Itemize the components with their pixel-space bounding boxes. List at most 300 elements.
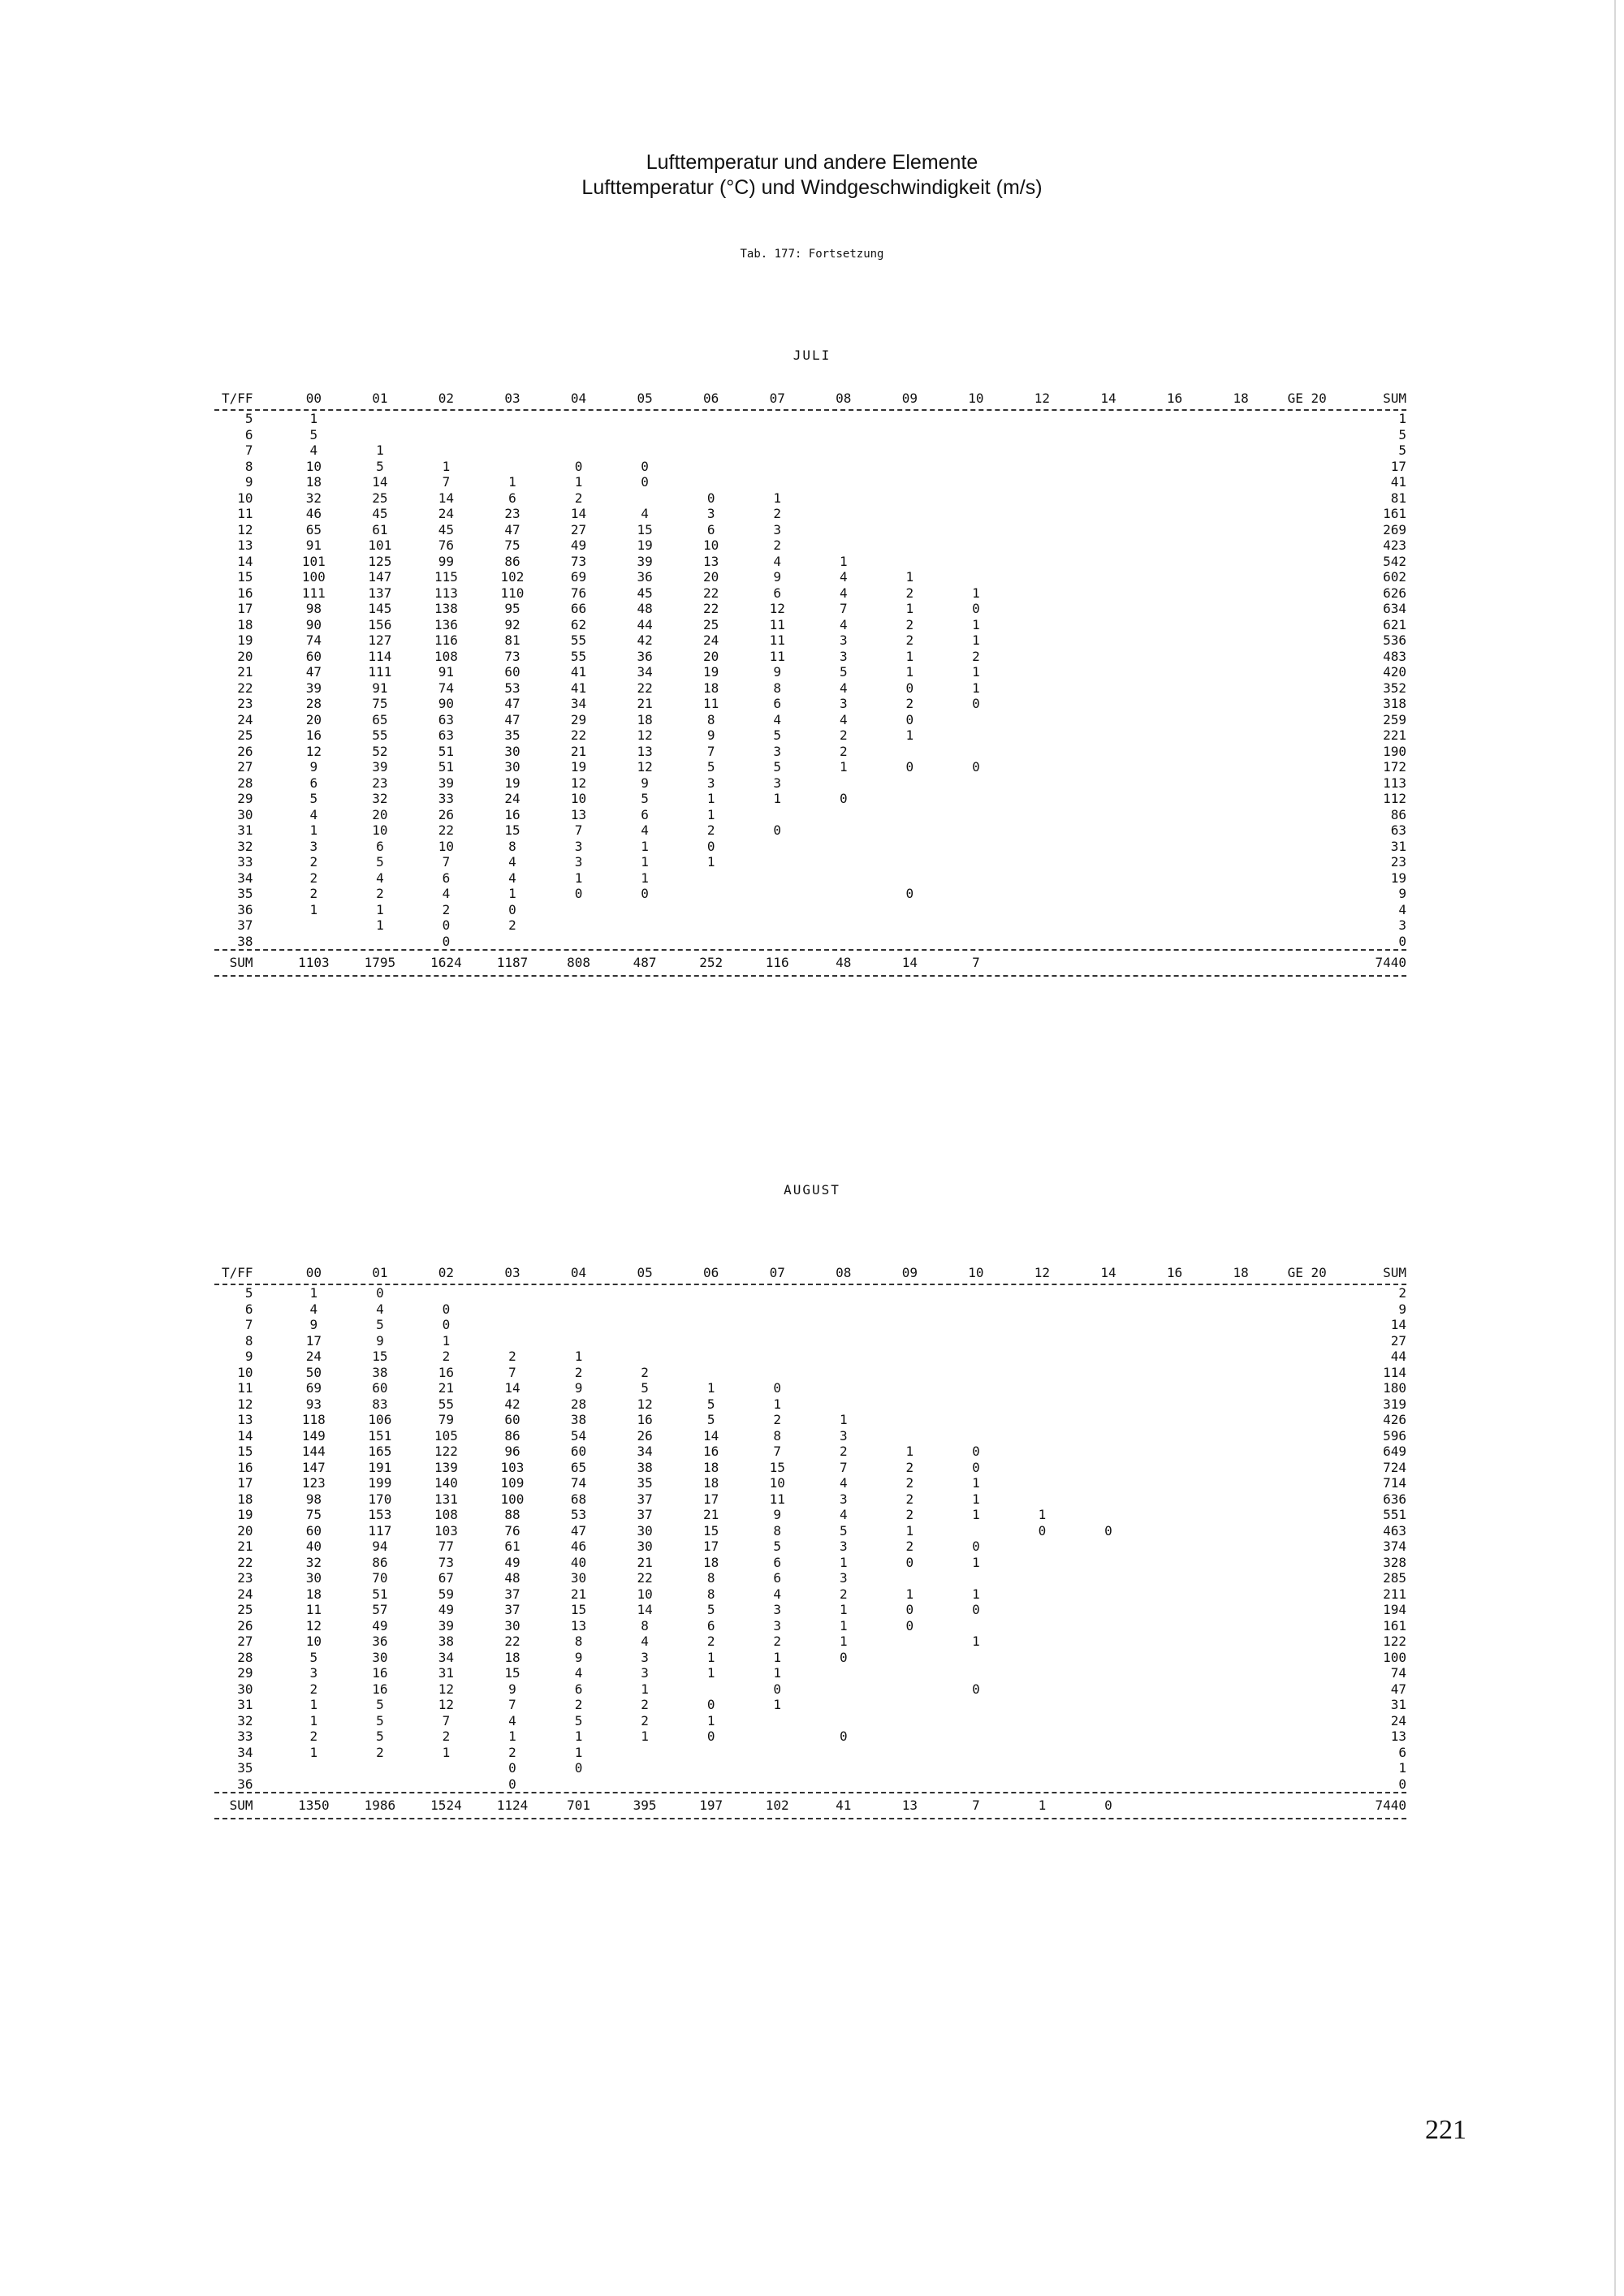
table-cell bbox=[1207, 775, 1274, 792]
row-label: 21 bbox=[237, 664, 253, 680]
table-row bbox=[214, 696, 1406, 712]
table-cell bbox=[1207, 1555, 1274, 1571]
table-cell: 45 bbox=[438, 521, 455, 537]
table-cell bbox=[678, 870, 745, 887]
table-row bbox=[214, 934, 1406, 950]
table-cell: 15 bbox=[637, 521, 653, 537]
table-cell bbox=[877, 1650, 944, 1666]
table-cell: 103 bbox=[500, 1459, 525, 1475]
table-cell bbox=[1075, 1380, 1142, 1396]
table-cell: 2 bbox=[773, 506, 782, 521]
table-cell bbox=[943, 854, 1009, 870]
table-cell: 60 bbox=[504, 664, 520, 680]
table-cell bbox=[1075, 427, 1142, 443]
table-row bbox=[214, 1760, 1406, 1776]
table-cell bbox=[1075, 522, 1142, 538]
table-cell bbox=[810, 934, 877, 950]
table-cell: 38 bbox=[570, 1412, 587, 1427]
table-cell: 61 bbox=[504, 1539, 520, 1554]
table-row bbox=[214, 1728, 1406, 1745]
table-cell bbox=[1207, 1697, 1274, 1713]
table-cell: 81 bbox=[1390, 490, 1406, 506]
table-cell bbox=[1274, 632, 1341, 649]
table-cell: 4 bbox=[508, 1712, 516, 1728]
table-cell: 1 bbox=[309, 411, 318, 426]
table-cell: 2 bbox=[574, 490, 583, 506]
table-cell: 2 bbox=[1398, 1285, 1406, 1301]
table-cell: 108 bbox=[434, 648, 458, 664]
table-cell bbox=[744, 1301, 810, 1318]
table-cell: 3 bbox=[839, 632, 848, 648]
table-cell bbox=[1009, 506, 1076, 522]
table-cell: 0 bbox=[442, 933, 451, 949]
table-cell: 24 bbox=[1390, 1712, 1406, 1728]
table-cell: 66 bbox=[570, 601, 587, 616]
table-august bbox=[214, 1262, 1406, 1819]
table-cell: 2 bbox=[574, 1364, 583, 1380]
table-row bbox=[214, 712, 1406, 728]
table-cell: 1 bbox=[839, 1554, 848, 1570]
table-cell: 91 bbox=[372, 680, 388, 696]
table-cell: 47 bbox=[504, 696, 520, 711]
table-cell: 10 bbox=[968, 391, 984, 406]
table-cell bbox=[877, 1428, 944, 1444]
table-cell bbox=[1142, 822, 1208, 839]
table-row bbox=[214, 1412, 1406, 1428]
table-cell bbox=[479, 1333, 546, 1349]
table-cell: 42 bbox=[637, 632, 653, 648]
table-cell: 7 bbox=[839, 601, 848, 616]
table-cell: 1 bbox=[839, 553, 848, 569]
table-cell: 3 bbox=[1398, 917, 1406, 933]
table-cell: 60 bbox=[305, 648, 322, 664]
row-label: 11 bbox=[237, 506, 253, 521]
table-cell bbox=[1075, 1539, 1142, 1555]
table-cell bbox=[1207, 870, 1274, 887]
table-cell: 11 bbox=[703, 696, 719, 711]
table-cell: 30 bbox=[305, 1570, 322, 1586]
table-cell bbox=[1142, 744, 1208, 760]
table-cell bbox=[943, 712, 1009, 728]
table-cell: 07 bbox=[769, 391, 785, 406]
table-cell bbox=[744, 807, 810, 823]
table-cell bbox=[1142, 1444, 1208, 1460]
table-cell bbox=[1207, 1650, 1274, 1666]
table-cell bbox=[1207, 822, 1274, 839]
table-cell bbox=[744, 870, 810, 887]
table-cell bbox=[1075, 1665, 1142, 1681]
table-cell: 1 bbox=[641, 870, 649, 886]
table-cell: 5 bbox=[309, 1649, 318, 1665]
row-label: 13 bbox=[237, 537, 253, 553]
table-cell: 08 bbox=[836, 1265, 852, 1280]
table-cell bbox=[877, 1728, 944, 1745]
table-cell bbox=[1075, 632, 1142, 649]
table-cell bbox=[744, 459, 810, 475]
table-cell bbox=[1207, 585, 1274, 602]
table-cell: 75 bbox=[372, 696, 388, 711]
table-cell bbox=[1274, 1365, 1341, 1381]
table-row bbox=[214, 744, 1406, 760]
table-cell: 26 bbox=[637, 1427, 653, 1444]
table-cell bbox=[1207, 680, 1274, 697]
row-label: 27 bbox=[237, 1634, 253, 1649]
row-label: 16 bbox=[237, 1459, 253, 1475]
table-cell bbox=[1009, 1555, 1076, 1571]
table-cell: 74 bbox=[1390, 1665, 1406, 1681]
table-cell: 0 bbox=[376, 1285, 384, 1301]
table-cell: 6 bbox=[1398, 1744, 1406, 1760]
table-cell bbox=[1274, 1475, 1341, 1491]
table-cell: 63 bbox=[1390, 822, 1406, 838]
row-label: 22 bbox=[237, 1554, 253, 1570]
table-cell: 1 bbox=[309, 1285, 318, 1301]
row-label: SUM bbox=[229, 1798, 253, 1813]
table-cell bbox=[1207, 442, 1274, 459]
table-cell: 12 bbox=[769, 601, 785, 616]
month-label-juli: JULI bbox=[793, 347, 831, 363]
table-cell: 5 bbox=[706, 1602, 715, 1617]
table-cell bbox=[1207, 506, 1274, 522]
table-cell bbox=[1075, 585, 1142, 602]
table-row bbox=[214, 1285, 1406, 1301]
table-cell bbox=[1009, 822, 1076, 839]
table-cell bbox=[943, 1365, 1009, 1381]
table-cell bbox=[1274, 775, 1341, 792]
table-cell bbox=[943, 554, 1009, 570]
table-cell bbox=[678, 1760, 745, 1776]
table-cell: 37 bbox=[504, 1586, 520, 1602]
table-cell: 2 bbox=[905, 1475, 914, 1491]
row-label: 9 bbox=[244, 1349, 253, 1364]
table-cell: 714 bbox=[1383, 1475, 1406, 1491]
table-cell: 46 bbox=[305, 506, 322, 521]
table-cell: 17 bbox=[1390, 458, 1406, 474]
row-label: 7 bbox=[244, 442, 253, 458]
table-cell bbox=[1207, 1586, 1274, 1603]
table-cell: 17 bbox=[703, 1491, 719, 1507]
table-cell bbox=[1142, 1365, 1208, 1381]
table-cell: 252 bbox=[699, 955, 723, 970]
table-cell: 1 bbox=[376, 917, 384, 933]
table-cell: 0 bbox=[508, 1776, 516, 1792]
table-cell: 0 bbox=[972, 1681, 980, 1697]
table-cell bbox=[810, 886, 877, 902]
table-row bbox=[214, 649, 1406, 665]
table-cell bbox=[943, 474, 1009, 490]
table-cell: 4 bbox=[508, 854, 516, 870]
table-cell bbox=[877, 411, 944, 427]
table-cell: 22 bbox=[637, 680, 653, 696]
table-cell: 19 bbox=[637, 537, 653, 553]
table-cell: 30 bbox=[637, 1522, 653, 1539]
table-cell: 2 bbox=[905, 1539, 914, 1554]
table-cell bbox=[1075, 649, 1142, 665]
table-cell: 1 bbox=[508, 474, 516, 490]
table-cell bbox=[1274, 791, 1341, 807]
table-cell bbox=[1009, 1333, 1076, 1349]
table-cell: 03 bbox=[504, 391, 520, 406]
table-cell bbox=[744, 854, 810, 870]
table-cell bbox=[1142, 1412, 1208, 1428]
table-cell bbox=[1142, 1523, 1208, 1539]
table-cell: 1 bbox=[706, 1380, 715, 1396]
table-cell: 1 bbox=[641, 1728, 649, 1744]
sum-row bbox=[214, 951, 1406, 975]
table-cell: 138 bbox=[434, 601, 458, 616]
table-cell bbox=[877, 1570, 944, 1586]
table-cell bbox=[1142, 1713, 1208, 1729]
table-cell bbox=[1274, 886, 1341, 902]
table-cell: 0 bbox=[972, 1444, 980, 1459]
table-cell bbox=[611, 934, 678, 950]
table-cell: 5 bbox=[706, 1396, 715, 1412]
table-cell: 8 bbox=[706, 711, 715, 727]
table-cell: 70 bbox=[372, 1570, 388, 1586]
table-cell bbox=[744, 1317, 810, 1333]
table-cell bbox=[943, 791, 1009, 807]
table-cell bbox=[1142, 664, 1208, 680]
table-cell: 1 bbox=[905, 1522, 914, 1539]
table-cell: 0 bbox=[773, 1681, 782, 1697]
table-cell bbox=[1075, 822, 1142, 839]
table-cell bbox=[1142, 1760, 1208, 1776]
table-cell: 172 bbox=[1383, 759, 1406, 775]
table-cell bbox=[810, 537, 877, 554]
table-cell bbox=[1075, 1349, 1142, 1365]
table-row bbox=[214, 1523, 1406, 1539]
table-cell: 0 bbox=[972, 1539, 980, 1554]
table-cell: 5 bbox=[376, 1712, 384, 1728]
table-cell bbox=[1142, 1317, 1208, 1333]
table-cell: 6 bbox=[376, 838, 384, 854]
table-cell bbox=[1075, 951, 1142, 975]
table-cell bbox=[744, 427, 810, 443]
row-label: 22 bbox=[237, 680, 253, 696]
row-label: 36 bbox=[237, 901, 253, 917]
table-cell: 60 bbox=[305, 1522, 322, 1539]
table-cell bbox=[1207, 537, 1274, 554]
table-cell bbox=[1142, 522, 1208, 538]
table-row bbox=[214, 727, 1406, 744]
table-cell bbox=[744, 886, 810, 902]
table-row bbox=[214, 902, 1406, 918]
table-cell: 65 bbox=[305, 521, 322, 537]
table-cell bbox=[943, 1760, 1009, 1776]
table-cell bbox=[943, 1665, 1009, 1681]
table-cell bbox=[678, 1681, 745, 1698]
table-cell bbox=[810, 459, 877, 475]
table-cell bbox=[943, 1650, 1009, 1666]
table-row bbox=[214, 854, 1406, 870]
table-cell: 0 bbox=[1398, 933, 1406, 949]
table-cell bbox=[1207, 1745, 1274, 1761]
table-cell: 13 bbox=[570, 806, 587, 822]
table-cell bbox=[1142, 569, 1208, 585]
table-cell bbox=[1142, 775, 1208, 792]
table-cell: 9 bbox=[309, 1317, 318, 1332]
table-cell: 9 bbox=[508, 1681, 516, 1697]
table-cell bbox=[744, 1285, 810, 1301]
table-cell: 3 bbox=[773, 743, 782, 759]
table-row bbox=[214, 506, 1406, 522]
table-cell bbox=[877, 537, 944, 554]
table-cell bbox=[810, 490, 877, 507]
table-cell bbox=[1142, 427, 1208, 443]
table-cell: 10 bbox=[372, 822, 388, 838]
table-cell bbox=[1142, 1491, 1208, 1508]
table-cell bbox=[479, 1285, 546, 1301]
table-cell: 75 bbox=[305, 1507, 322, 1522]
table-cell: 36 bbox=[637, 569, 653, 585]
table-cell: 01 bbox=[372, 1265, 388, 1280]
table-cell bbox=[1274, 696, 1341, 712]
table-cell: 11 bbox=[769, 632, 785, 648]
table-cell: 0 bbox=[706, 490, 715, 506]
table-cell bbox=[1009, 1760, 1076, 1776]
table-cell bbox=[810, 1697, 877, 1713]
table-cell: 16 bbox=[372, 1681, 388, 1697]
table-cell: 7440 bbox=[1375, 1798, 1406, 1813]
table-cell: 13 bbox=[901, 1798, 918, 1813]
table-cell bbox=[810, 474, 877, 490]
table-cell: 22 bbox=[570, 727, 587, 743]
table-cell bbox=[877, 459, 944, 475]
table-cell: 6 bbox=[641, 806, 649, 822]
table-cell bbox=[943, 934, 1009, 950]
table-cell: SUM bbox=[1383, 391, 1406, 406]
table-cell: 4 bbox=[839, 1507, 848, 1522]
table-cell bbox=[413, 1285, 480, 1301]
table-cell: 194 bbox=[1383, 1602, 1406, 1617]
table-cell: 197 bbox=[699, 1798, 723, 1813]
table-cell: 4 bbox=[839, 616, 848, 632]
table-cell: 12 bbox=[305, 1617, 322, 1634]
table-cell bbox=[1274, 1697, 1341, 1713]
table-cell: 426 bbox=[1383, 1412, 1406, 1427]
row-label: 38 bbox=[237, 933, 253, 949]
table-cell bbox=[810, 870, 877, 887]
table-cell bbox=[877, 1365, 944, 1381]
table-cell: 4 bbox=[574, 1665, 583, 1681]
table-cell bbox=[1075, 1776, 1142, 1793]
row-label: 23 bbox=[237, 1570, 253, 1586]
table-cell: 13 bbox=[703, 553, 719, 569]
table-cell: 4 bbox=[773, 711, 782, 727]
table-cell bbox=[1274, 934, 1341, 950]
table-cell bbox=[877, 474, 944, 490]
table-cell bbox=[877, 1745, 944, 1761]
table-cell: 1 bbox=[905, 727, 914, 743]
table-cell bbox=[1009, 1618, 1076, 1634]
row-label: 8 bbox=[244, 1332, 253, 1349]
table-cell bbox=[877, 822, 944, 839]
table-cell: 2 bbox=[839, 727, 848, 743]
table-cell bbox=[1075, 1365, 1142, 1381]
table-cell bbox=[1075, 727, 1142, 744]
table-cell bbox=[1207, 1317, 1274, 1333]
table-cell: 100 bbox=[301, 569, 326, 585]
table-cell bbox=[1207, 1523, 1274, 1539]
table-cell bbox=[1274, 1380, 1341, 1396]
table-cell: 47 bbox=[1390, 1681, 1406, 1697]
table-cell bbox=[810, 1776, 877, 1793]
table-cell: 1 bbox=[773, 1665, 782, 1681]
table-cell: 3 bbox=[773, 1602, 782, 1617]
table-row bbox=[214, 442, 1406, 459]
table-cell bbox=[413, 427, 480, 443]
table-cell: 38 bbox=[372, 1364, 388, 1380]
table-cell: 165 bbox=[368, 1444, 392, 1459]
table-cell bbox=[810, 1285, 877, 1301]
table-cell: 91 bbox=[438, 664, 455, 680]
table-cell: 0 bbox=[1398, 1776, 1406, 1792]
table-cell: 18 bbox=[1233, 391, 1249, 406]
table-cell bbox=[1274, 1428, 1341, 1444]
table-cell: 1524 bbox=[430, 1798, 462, 1813]
table-cell bbox=[1009, 459, 1076, 475]
row-label: 28 bbox=[237, 775, 253, 791]
table-cell: 0 bbox=[442, 1301, 451, 1317]
table-cell bbox=[678, 411, 745, 427]
table-cell bbox=[1142, 490, 1208, 507]
table-cell bbox=[1274, 1539, 1341, 1555]
table-cell: 1 bbox=[773, 1649, 782, 1665]
table-cell: 22 bbox=[438, 822, 455, 838]
table-cell bbox=[1075, 1428, 1142, 1444]
table-cell: 51 bbox=[438, 743, 455, 759]
table-cell bbox=[1075, 1634, 1142, 1650]
table-cell bbox=[1075, 1317, 1142, 1333]
table-cell bbox=[1009, 1444, 1076, 1460]
table-row bbox=[214, 632, 1406, 649]
table-cell bbox=[546, 427, 612, 443]
table-cell bbox=[1075, 459, 1142, 475]
table-cell bbox=[1009, 585, 1076, 602]
table-cell: 12 bbox=[637, 1396, 653, 1412]
table-cell: 0 bbox=[839, 791, 848, 806]
table-cell bbox=[1274, 1333, 1341, 1349]
table-cell: 32 bbox=[372, 791, 388, 806]
table-cell bbox=[1142, 1681, 1208, 1698]
table-cell bbox=[810, 1760, 877, 1776]
table-cell: 0 bbox=[574, 1760, 583, 1776]
table-cell bbox=[810, 1349, 877, 1365]
table-cell: 90 bbox=[438, 696, 455, 711]
table-cell bbox=[546, 902, 612, 918]
table-cell: 2 bbox=[773, 1634, 782, 1649]
table-cell: 14 bbox=[372, 474, 388, 490]
table-cell bbox=[1009, 1412, 1076, 1428]
table-cell bbox=[678, 442, 745, 459]
table-cell: 12 bbox=[438, 1697, 455, 1712]
table-cell: 91 bbox=[305, 537, 322, 553]
table-cell: 34 bbox=[637, 1444, 653, 1459]
table-row bbox=[214, 870, 1406, 887]
table-cell: 116 bbox=[765, 955, 789, 970]
table-cell: 17 bbox=[703, 1539, 719, 1554]
table-cell bbox=[1207, 1507, 1274, 1523]
table-cell bbox=[546, 442, 612, 459]
table-cell bbox=[1142, 1793, 1208, 1818]
table-cell: 5 bbox=[376, 1697, 384, 1712]
table-cell: 18 bbox=[703, 1554, 719, 1570]
table-cell: 38 bbox=[637, 1459, 653, 1475]
table-cell bbox=[1075, 1570, 1142, 1586]
table-cell: 114 bbox=[1383, 1364, 1406, 1380]
table-cell: 161 bbox=[1383, 1617, 1406, 1634]
table-cell bbox=[1207, 1396, 1274, 1413]
